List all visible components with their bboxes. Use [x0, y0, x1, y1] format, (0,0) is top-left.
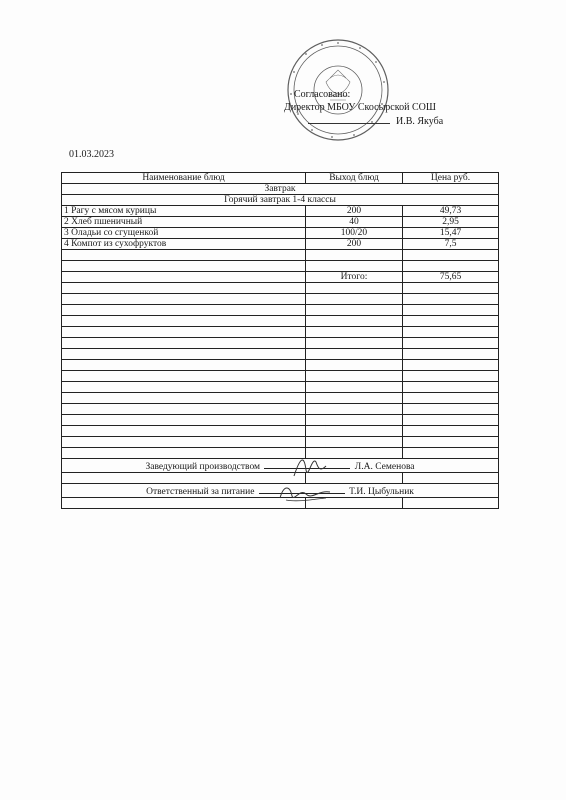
approval-signature-line	[282, 114, 443, 128]
empty-row	[62, 327, 499, 338]
meal-row	[62, 184, 499, 195]
approval-block	[282, 88, 443, 128]
meal-title: Завтрак	[62, 184, 499, 195]
empty-row	[62, 338, 499, 349]
table-row	[62, 206, 499, 217]
dish-price: 15,47	[403, 228, 499, 239]
dish-output: 100/20	[306, 228, 403, 239]
document-date: 01.03.2023	[69, 149, 114, 160]
empty-row	[62, 360, 499, 371]
approval-director-name: И.В. Якуба	[396, 116, 444, 127]
dish-price: 7,5	[403, 239, 499, 250]
table-row	[62, 239, 499, 250]
handwritten-signature-icon	[276, 480, 334, 506]
signature-role: Заведующий производством	[145, 462, 261, 472]
empty-row	[62, 294, 499, 305]
dish-output: 200	[306, 239, 403, 250]
total-value: 75,65	[403, 272, 499, 283]
group-title: Горячий завтрак 1-4 классы	[62, 195, 499, 206]
signature-name: Т.И. Цыбульник	[349, 487, 414, 497]
empty-row	[62, 393, 499, 404]
dish-output: 40	[306, 217, 403, 228]
empty-row	[62, 448, 499, 459]
dish-name: 4 Компот из сухофруктов	[62, 239, 306, 250]
table-header-row	[62, 173, 499, 184]
empty-row	[62, 426, 499, 437]
menu-table	[61, 172, 499, 509]
signature-row	[62, 459, 499, 473]
approval-label: Согласовано:	[294, 89, 351, 100]
signature-role: Ответственный за питание	[146, 487, 255, 497]
header-dish-name: Наименование блюд	[62, 173, 306, 184]
total-row	[62, 272, 499, 283]
dish-price: 49,73	[403, 206, 499, 217]
empty-row	[62, 316, 499, 327]
approval-director: Директор МБОУ Скосырской СОШ	[284, 102, 436, 113]
empty-row	[62, 382, 499, 393]
empty-row	[62, 371, 499, 382]
dish-name: 3 Оладьи со сгущенкой	[62, 228, 306, 239]
total-label: Итого:	[306, 272, 403, 283]
handwritten-signature-icon	[290, 452, 330, 482]
signature-underline	[308, 114, 390, 124]
dish-name: 2 Хлеб пшеничный	[62, 217, 306, 228]
header-price: Цена руб.	[403, 173, 499, 184]
table-row	[62, 217, 499, 228]
dish-name: 1 Рагу с мясом курицы	[62, 206, 306, 217]
signature-name: Л.А. Семенова	[354, 462, 415, 472]
header-output: Выход блюд	[306, 173, 403, 184]
empty-row	[62, 404, 499, 415]
dish-price: 2,95	[403, 217, 499, 228]
empty-row	[62, 415, 499, 426]
empty-row	[62, 250, 499, 261]
signature-cell	[62, 459, 499, 473]
empty-row	[62, 283, 499, 294]
empty-row	[62, 305, 499, 316]
table-row	[62, 228, 499, 239]
dish-output: 200	[306, 206, 403, 217]
empty-row	[62, 437, 499, 448]
empty-row	[62, 261, 499, 272]
group-row	[62, 195, 499, 206]
empty-row	[62, 349, 499, 360]
